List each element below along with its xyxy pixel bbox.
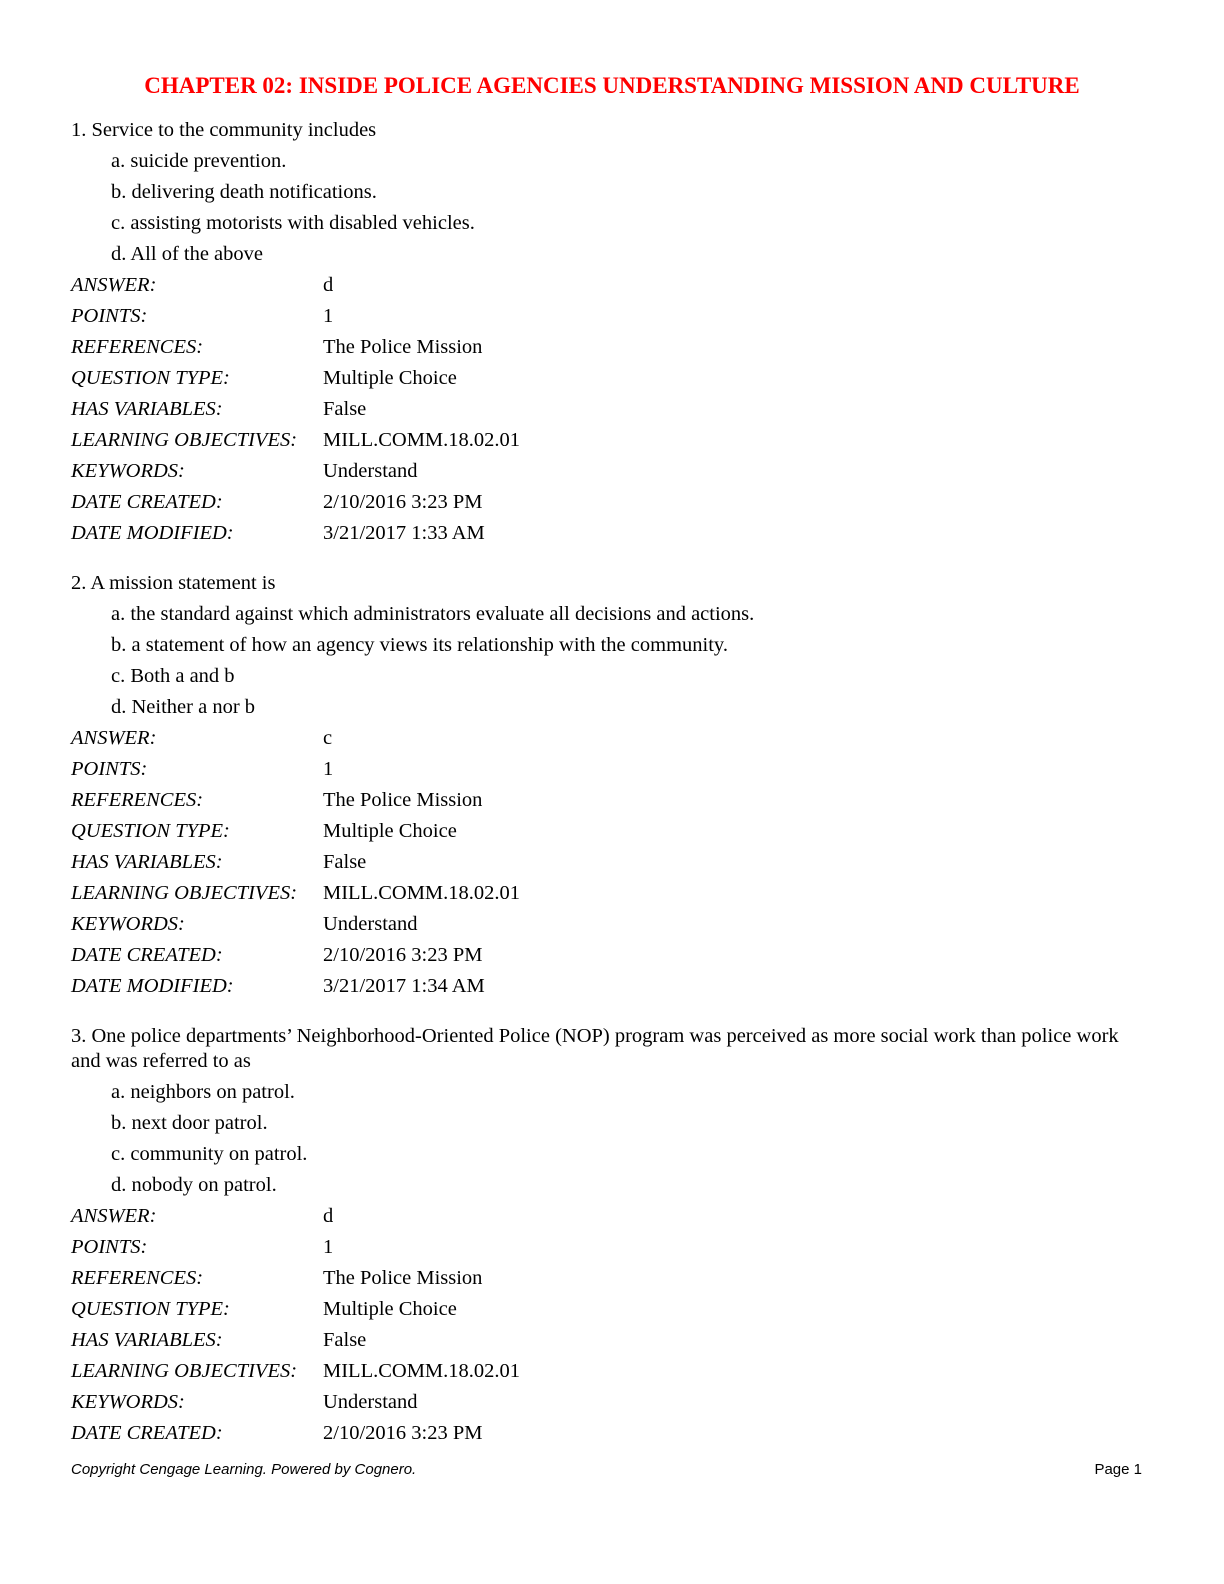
meta-value: Multiple Choice: [323, 1298, 457, 1320]
meta-value: The Police Mission: [323, 1267, 483, 1289]
meta-value: Understand: [323, 1391, 418, 1413]
question-1: [71, 118, 1146, 549]
meta-value: 1: [323, 1236, 334, 1258]
question-stem: 2. A mission statement is: [71, 572, 276, 594]
meta-value: Multiple Choice: [323, 367, 457, 389]
meta-value: 3/21/2017 1:33 AM: [323, 522, 485, 544]
meta-value: 3/21/2017 1:34 AM: [323, 975, 485, 997]
option-d: d. nobody on patrol.: [111, 1174, 277, 1196]
meta-row-date-created: [71, 1418, 520, 1449]
meta-value: Understand: [323, 460, 418, 482]
meta-row-question-type: [71, 1294, 520, 1325]
meta-label: LEARNING OBJECTIVES:: [71, 882, 298, 904]
meta-value: The Police Mission: [323, 336, 483, 358]
meta-value: False: [323, 398, 367, 420]
meta-label: POINTS:: [71, 305, 148, 327]
option-b: b. a statement of how an agency views its relationship with the community.: [111, 634, 728, 656]
meta-value: MILL.COMM.18.02.01: [323, 1360, 521, 1382]
meta-label: HAS VARIABLES:: [71, 851, 223, 873]
answer-options: [71, 146, 1146, 270]
meta-value: MILL.COMM.18.02.01: [323, 429, 521, 451]
meta-value: False: [323, 851, 367, 873]
meta-value: c: [323, 727, 333, 749]
meta-row-learning-objectives: [71, 878, 520, 909]
option-b: b. next door patrol.: [111, 1112, 268, 1134]
meta-row-references: [71, 1263, 520, 1294]
meta-label: REFERENCES:: [71, 1267, 204, 1289]
meta-row-learning-objectives: [71, 425, 520, 456]
meta-row-answer: [71, 1201, 520, 1232]
meta-label: LEARNING OBJECTIVES:: [71, 429, 298, 451]
meta-label: KEYWORDS:: [71, 1391, 185, 1413]
meta-row-date-modified: [71, 518, 520, 549]
meta-value: 2/10/2016 3:23 PM: [323, 1422, 483, 1444]
question-2: [71, 571, 1146, 1002]
meta-value: 2/10/2016 3:23 PM: [323, 491, 483, 513]
meta-row-points: [71, 754, 520, 785]
meta-value: 1: [323, 305, 334, 327]
meta-label: REFERENCES:: [71, 336, 204, 358]
meta-label: QUESTION TYPE:: [71, 367, 230, 389]
meta-label: HAS VARIABLES:: [71, 1329, 223, 1351]
option-b: b. delivering death notifications.: [111, 181, 377, 203]
meta-label: DATE CREATED:: [71, 1422, 223, 1444]
meta-label: DATE CREATED:: [71, 944, 223, 966]
meta-row-answer: [71, 270, 520, 301]
meta-label: ANSWER:: [71, 727, 157, 749]
option-c: c. Both a and b: [111, 665, 235, 687]
meta-row-date-created: [71, 940, 520, 971]
meta-row-date-modified: [71, 971, 520, 1002]
meta-row-keywords: [71, 1387, 520, 1418]
meta-value: The Police Mission: [323, 789, 483, 811]
meta-row-points: [71, 1232, 520, 1263]
meta-row-points: [71, 301, 520, 332]
question-stem: 3. One police departments’ Neighborhood-Oriented Police (NOP) program was perceived as more social work than police work and was referred to as: [71, 1025, 1119, 1072]
meta-label: DATE MODIFIED:: [71, 975, 234, 997]
meta-value: Multiple Choice: [323, 820, 457, 842]
meta-row-has-variables: [71, 1325, 520, 1356]
meta-row-learning-objectives: [71, 1356, 520, 1387]
answer-options: [71, 1077, 1146, 1201]
page-number: Page 1: [1094, 1461, 1142, 1478]
meta-label: POINTS:: [71, 758, 148, 780]
meta-label: DATE MODIFIED:: [71, 522, 234, 544]
meta-value: MILL.COMM.18.02.01: [323, 882, 521, 904]
meta-value: d: [323, 1205, 334, 1227]
question-3: [71, 1024, 1146, 1449]
option-a: a. the standard against which administrators evaluate all decisions and actions.: [111, 603, 755, 625]
meta-label: QUESTION TYPE:: [71, 820, 230, 842]
meta-row-answer: [71, 723, 520, 754]
meta-value: d: [323, 274, 334, 296]
option-d: d. All of the above: [111, 243, 264, 265]
chapter-title: CHAPTER 02: INSIDE POLICE AGENCIES UNDERSTANDING MISSION AND CULTURE: [144, 73, 1080, 98]
question-stem: 1. Service to the community includes: [71, 119, 377, 141]
meta-row-has-variables: [71, 394, 520, 425]
meta-row-date-created: [71, 487, 520, 518]
meta-label: KEYWORDS:: [71, 913, 185, 935]
meta-row-references: [71, 332, 520, 363]
meta-row-question-type: [71, 816, 520, 847]
meta-value: 1: [323, 758, 334, 780]
answer-options: [71, 599, 1146, 723]
meta-label: KEYWORDS:: [71, 460, 185, 482]
meta-row-question-type: [71, 363, 520, 394]
question-metadata: [71, 723, 520, 1002]
option-a: a. neighbors on patrol.: [111, 1081, 295, 1103]
option-d: d. Neither a nor b: [111, 696, 256, 718]
question-metadata: [71, 270, 520, 549]
meta-label: DATE CREATED:: [71, 491, 223, 513]
meta-row-keywords: [71, 909, 520, 940]
option-c: c. assisting motorists with disabled vehicles.: [111, 212, 475, 234]
meta-value: Understand: [323, 913, 418, 935]
option-c: c. community on patrol.: [111, 1143, 308, 1165]
meta-label: ANSWER:: [71, 1205, 157, 1227]
question-metadata: [71, 1201, 520, 1449]
meta-value: False: [323, 1329, 367, 1351]
meta-label: QUESTION TYPE:: [71, 1298, 230, 1320]
footer-copyright: Copyright Cengage Learning. Powered by Cognero.: [71, 1461, 417, 1478]
option-a: a. suicide prevention.: [111, 150, 287, 172]
meta-row-has-variables: [71, 847, 520, 878]
meta-value: 2/10/2016 3:23 PM: [323, 944, 483, 966]
meta-label: REFERENCES:: [71, 789, 204, 811]
meta-label: POINTS:: [71, 1236, 148, 1258]
meta-row-references: [71, 785, 520, 816]
meta-label: ANSWER:: [71, 274, 157, 296]
meta-label: HAS VARIABLES:: [71, 398, 223, 420]
meta-label: LEARNING OBJECTIVES:: [71, 1360, 298, 1382]
meta-row-keywords: [71, 456, 520, 487]
